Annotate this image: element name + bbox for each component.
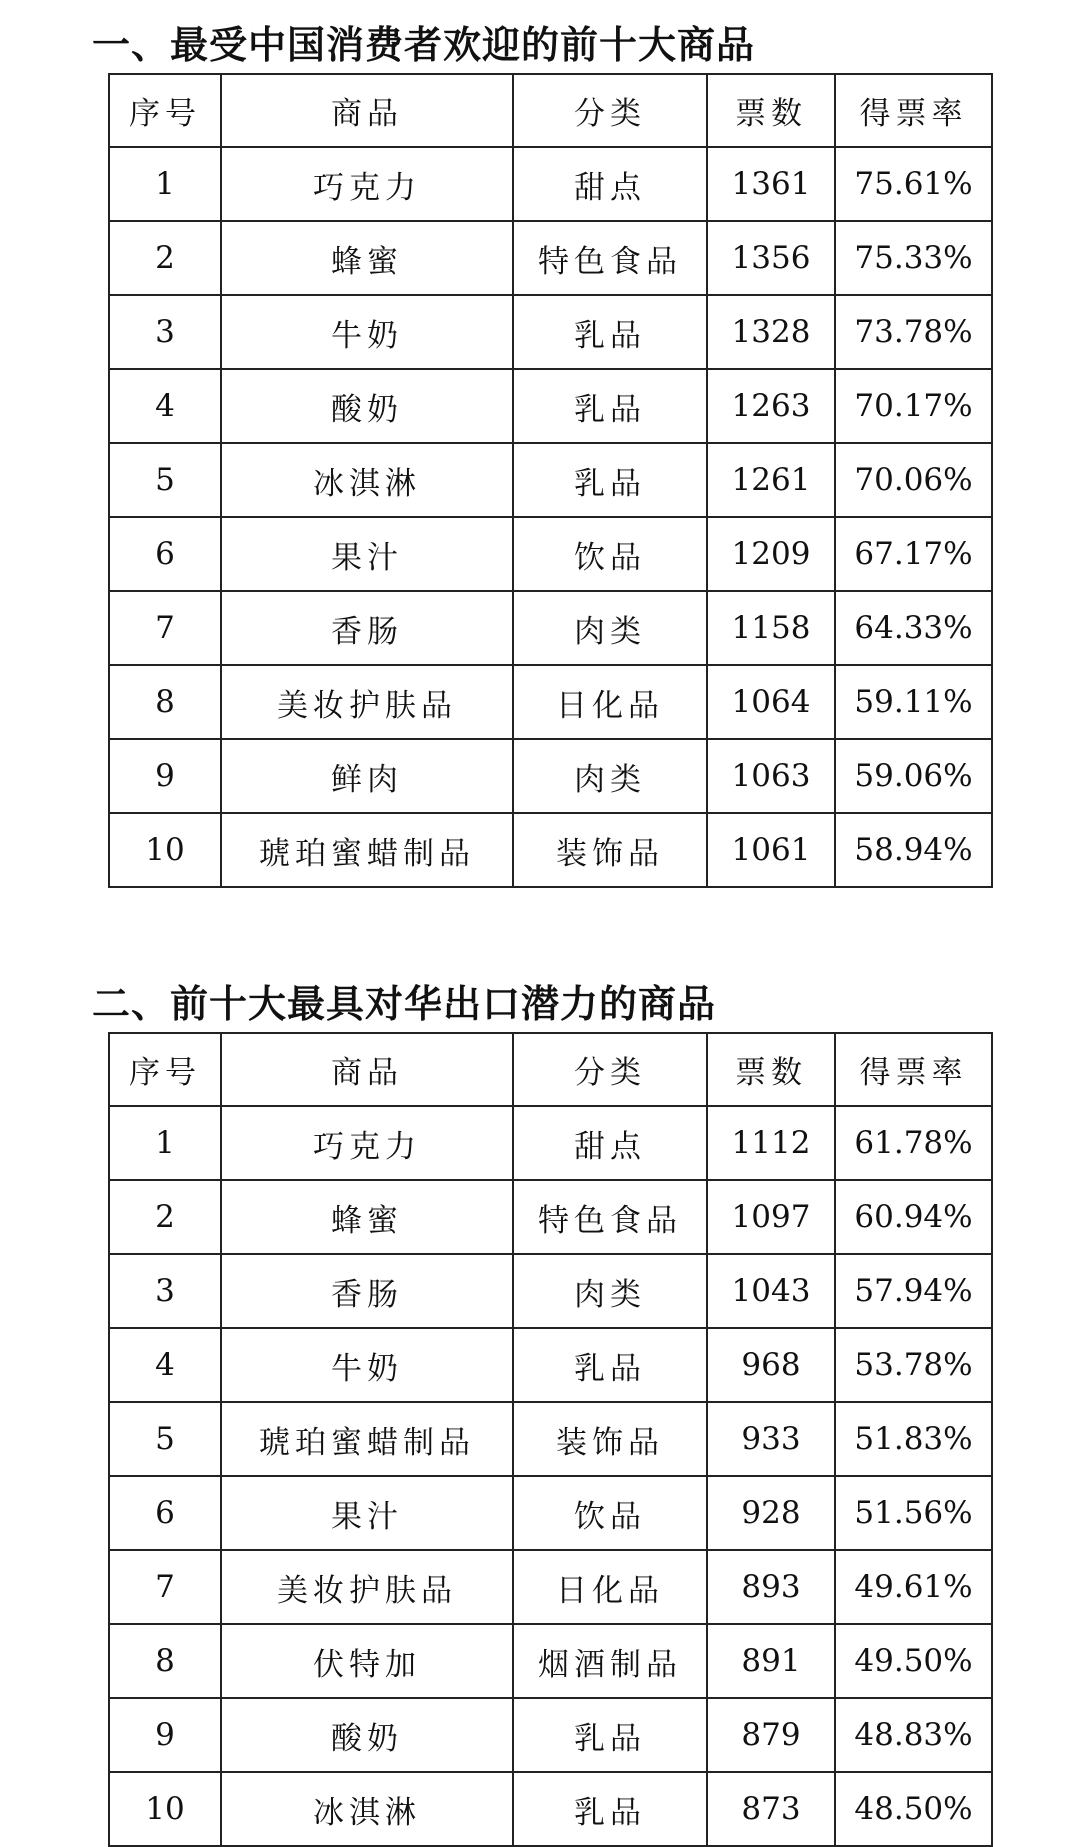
index-cell: 5: [109, 1402, 221, 1476]
category-cell: 日化品: [513, 1550, 707, 1624]
category-cell: 日化品: [513, 665, 707, 739]
table-row: [109, 1402, 992, 1476]
index-cell: 6: [109, 517, 221, 591]
product-cell: 琥珀蜜蜡制品: [221, 813, 513, 887]
vote-rate-cell: 75.61%: [835, 147, 992, 221]
category-cell: 肉类: [513, 591, 707, 665]
vote-rate-cell: 67.17%: [835, 517, 992, 591]
votes-cell: 968: [707, 1328, 835, 1402]
vote-rate-cell: 48.83%: [835, 1698, 992, 1772]
votes-cell: 1112: [707, 1106, 835, 1180]
vote-rate-cell: 49.61%: [835, 1550, 992, 1624]
category-cell: 乳品: [513, 1328, 707, 1402]
table-row: [109, 739, 992, 813]
product-cell: 果汁: [221, 1476, 513, 1550]
column-header-product: 商品: [221, 74, 513, 147]
table-row: [109, 517, 992, 591]
table-header-row: [109, 1033, 992, 1106]
category-cell: 饮品: [513, 517, 707, 591]
category-cell: 装饰品: [513, 1402, 707, 1476]
table-row: [109, 665, 992, 739]
index-cell: 9: [109, 739, 221, 813]
category-cell: 饮品: [513, 1476, 707, 1550]
vote-rate-cell: 70.06%: [835, 443, 992, 517]
index-cell: 8: [109, 665, 221, 739]
category-cell: 特色食品: [513, 1180, 707, 1254]
ranking-table: [108, 73, 993, 888]
index-cell: 7: [109, 591, 221, 665]
vote-rate-cell: 64.33%: [835, 591, 992, 665]
votes-cell: 873: [707, 1772, 835, 1846]
product-cell: 琥珀蜜蜡制品: [221, 1402, 513, 1476]
column-header-index: 序号: [109, 1033, 221, 1106]
vote-rate-cell: 51.83%: [835, 1402, 992, 1476]
product-cell: 酸奶: [221, 1698, 513, 1772]
table-row: [109, 1698, 992, 1772]
category-cell: 乳品: [513, 1772, 707, 1846]
index-cell: 10: [109, 1772, 221, 1846]
vote-rate-cell: 59.06%: [835, 739, 992, 813]
index-cell: 10: [109, 813, 221, 887]
vote-rate-cell: 48.50%: [835, 1772, 992, 1846]
index-cell: 1: [109, 147, 221, 221]
product-cell: 蜂蜜: [221, 221, 513, 295]
category-cell: 甜点: [513, 147, 707, 221]
votes-cell: 1043: [707, 1254, 835, 1328]
votes-cell: 928: [707, 1476, 835, 1550]
index-cell: 2: [109, 221, 221, 295]
table-row: [109, 1180, 992, 1254]
votes-cell: 1097: [707, 1180, 835, 1254]
category-cell: 甜点: [513, 1106, 707, 1180]
table-row: [109, 591, 992, 665]
column-header-votes: 票数: [707, 1033, 835, 1106]
product-cell: 蜂蜜: [221, 1180, 513, 1254]
votes-cell: 893: [707, 1550, 835, 1624]
product-cell: 牛奶: [221, 1328, 513, 1402]
vote-rate-cell: 57.94%: [835, 1254, 992, 1328]
vote-rate-cell: 73.78%: [835, 295, 992, 369]
product-cell: 巧克力: [221, 147, 513, 221]
vote-rate-cell: 59.11%: [835, 665, 992, 739]
votes-cell: 1261: [707, 443, 835, 517]
column-header-vote-rate: 得票率: [835, 1033, 992, 1106]
vote-rate-cell: 51.56%: [835, 1476, 992, 1550]
vote-rate-cell: 61.78%: [835, 1106, 992, 1180]
table-row: [109, 1550, 992, 1624]
product-cell: 香肠: [221, 1254, 513, 1328]
column-header-votes: 票数: [707, 74, 835, 147]
index-cell: 4: [109, 369, 221, 443]
product-cell: 香肠: [221, 591, 513, 665]
ranking-table: [108, 1032, 993, 1847]
product-cell: 果汁: [221, 517, 513, 591]
table-row: [109, 1772, 992, 1846]
section-title: 一、最受中国消费者欢迎的前十大商品: [92, 23, 756, 67]
product-cell: 冰淇淋: [221, 443, 513, 517]
votes-cell: 1063: [707, 739, 835, 813]
product-cell: 冰淇淋: [221, 1772, 513, 1846]
votes-cell: 879: [707, 1698, 835, 1772]
votes-cell: 1328: [707, 295, 835, 369]
index-cell: 6: [109, 1476, 221, 1550]
votes-cell: 1064: [707, 665, 835, 739]
product-cell: 鲜肉: [221, 739, 513, 813]
table-row: [109, 1476, 992, 1550]
column-header-product: 商品: [221, 1033, 513, 1106]
index-cell: 2: [109, 1180, 221, 1254]
index-cell: 3: [109, 295, 221, 369]
table-header-row: [109, 74, 992, 147]
index-cell: 1: [109, 1106, 221, 1180]
vote-rate-cell: 58.94%: [835, 813, 992, 887]
vote-rate-cell: 60.94%: [835, 1180, 992, 1254]
section-title: 二、前十大最具对华出口潜力的商品: [92, 982, 717, 1026]
votes-cell: 891: [707, 1624, 835, 1698]
product-cell: 伏特加: [221, 1624, 513, 1698]
table-row: [109, 221, 992, 295]
index-cell: 5: [109, 443, 221, 517]
vote-rate-cell: 70.17%: [835, 369, 992, 443]
votes-cell: 1361: [707, 147, 835, 221]
votes-cell: 1356: [707, 221, 835, 295]
votes-cell: 1158: [707, 591, 835, 665]
votes-cell: 933: [707, 1402, 835, 1476]
product-cell: 美妆护肤品: [221, 1550, 513, 1624]
vote-rate-cell: 49.50%: [835, 1624, 992, 1698]
table-row: [109, 369, 992, 443]
column-header-vote-rate: 得票率: [835, 74, 992, 147]
category-cell: 烟酒制品: [513, 1624, 707, 1698]
table-row: [109, 295, 992, 369]
index-cell: 9: [109, 1698, 221, 1772]
index-cell: 4: [109, 1328, 221, 1402]
votes-cell: 1263: [707, 369, 835, 443]
vote-rate-cell: 53.78%: [835, 1328, 992, 1402]
vote-rate-cell: 75.33%: [835, 221, 992, 295]
category-cell: 装饰品: [513, 813, 707, 887]
category-cell: 乳品: [513, 295, 707, 369]
column-header-category: 分类: [513, 74, 707, 147]
index-cell: 7: [109, 1550, 221, 1624]
category-cell: 乳品: [513, 443, 707, 517]
product-cell: 牛奶: [221, 295, 513, 369]
votes-cell: 1209: [707, 517, 835, 591]
category-cell: 乳品: [513, 1698, 707, 1772]
column-header-index: 序号: [109, 74, 221, 147]
table-row: [109, 1328, 992, 1402]
category-cell: 肉类: [513, 1254, 707, 1328]
category-cell: 肉类: [513, 739, 707, 813]
product-cell: 巧克力: [221, 1106, 513, 1180]
table-row: [109, 1254, 992, 1328]
index-cell: 8: [109, 1624, 221, 1698]
votes-cell: 1061: [707, 813, 835, 887]
table-row: [109, 1106, 992, 1180]
index-cell: 3: [109, 1254, 221, 1328]
category-cell: 乳品: [513, 369, 707, 443]
table-row: [109, 147, 992, 221]
table-row: [109, 443, 992, 517]
product-cell: 美妆护肤品: [221, 665, 513, 739]
product-cell: 酸奶: [221, 369, 513, 443]
table-row: [109, 1624, 992, 1698]
table-row: [109, 813, 992, 887]
column-header-category: 分类: [513, 1033, 707, 1106]
category-cell: 特色食品: [513, 221, 707, 295]
